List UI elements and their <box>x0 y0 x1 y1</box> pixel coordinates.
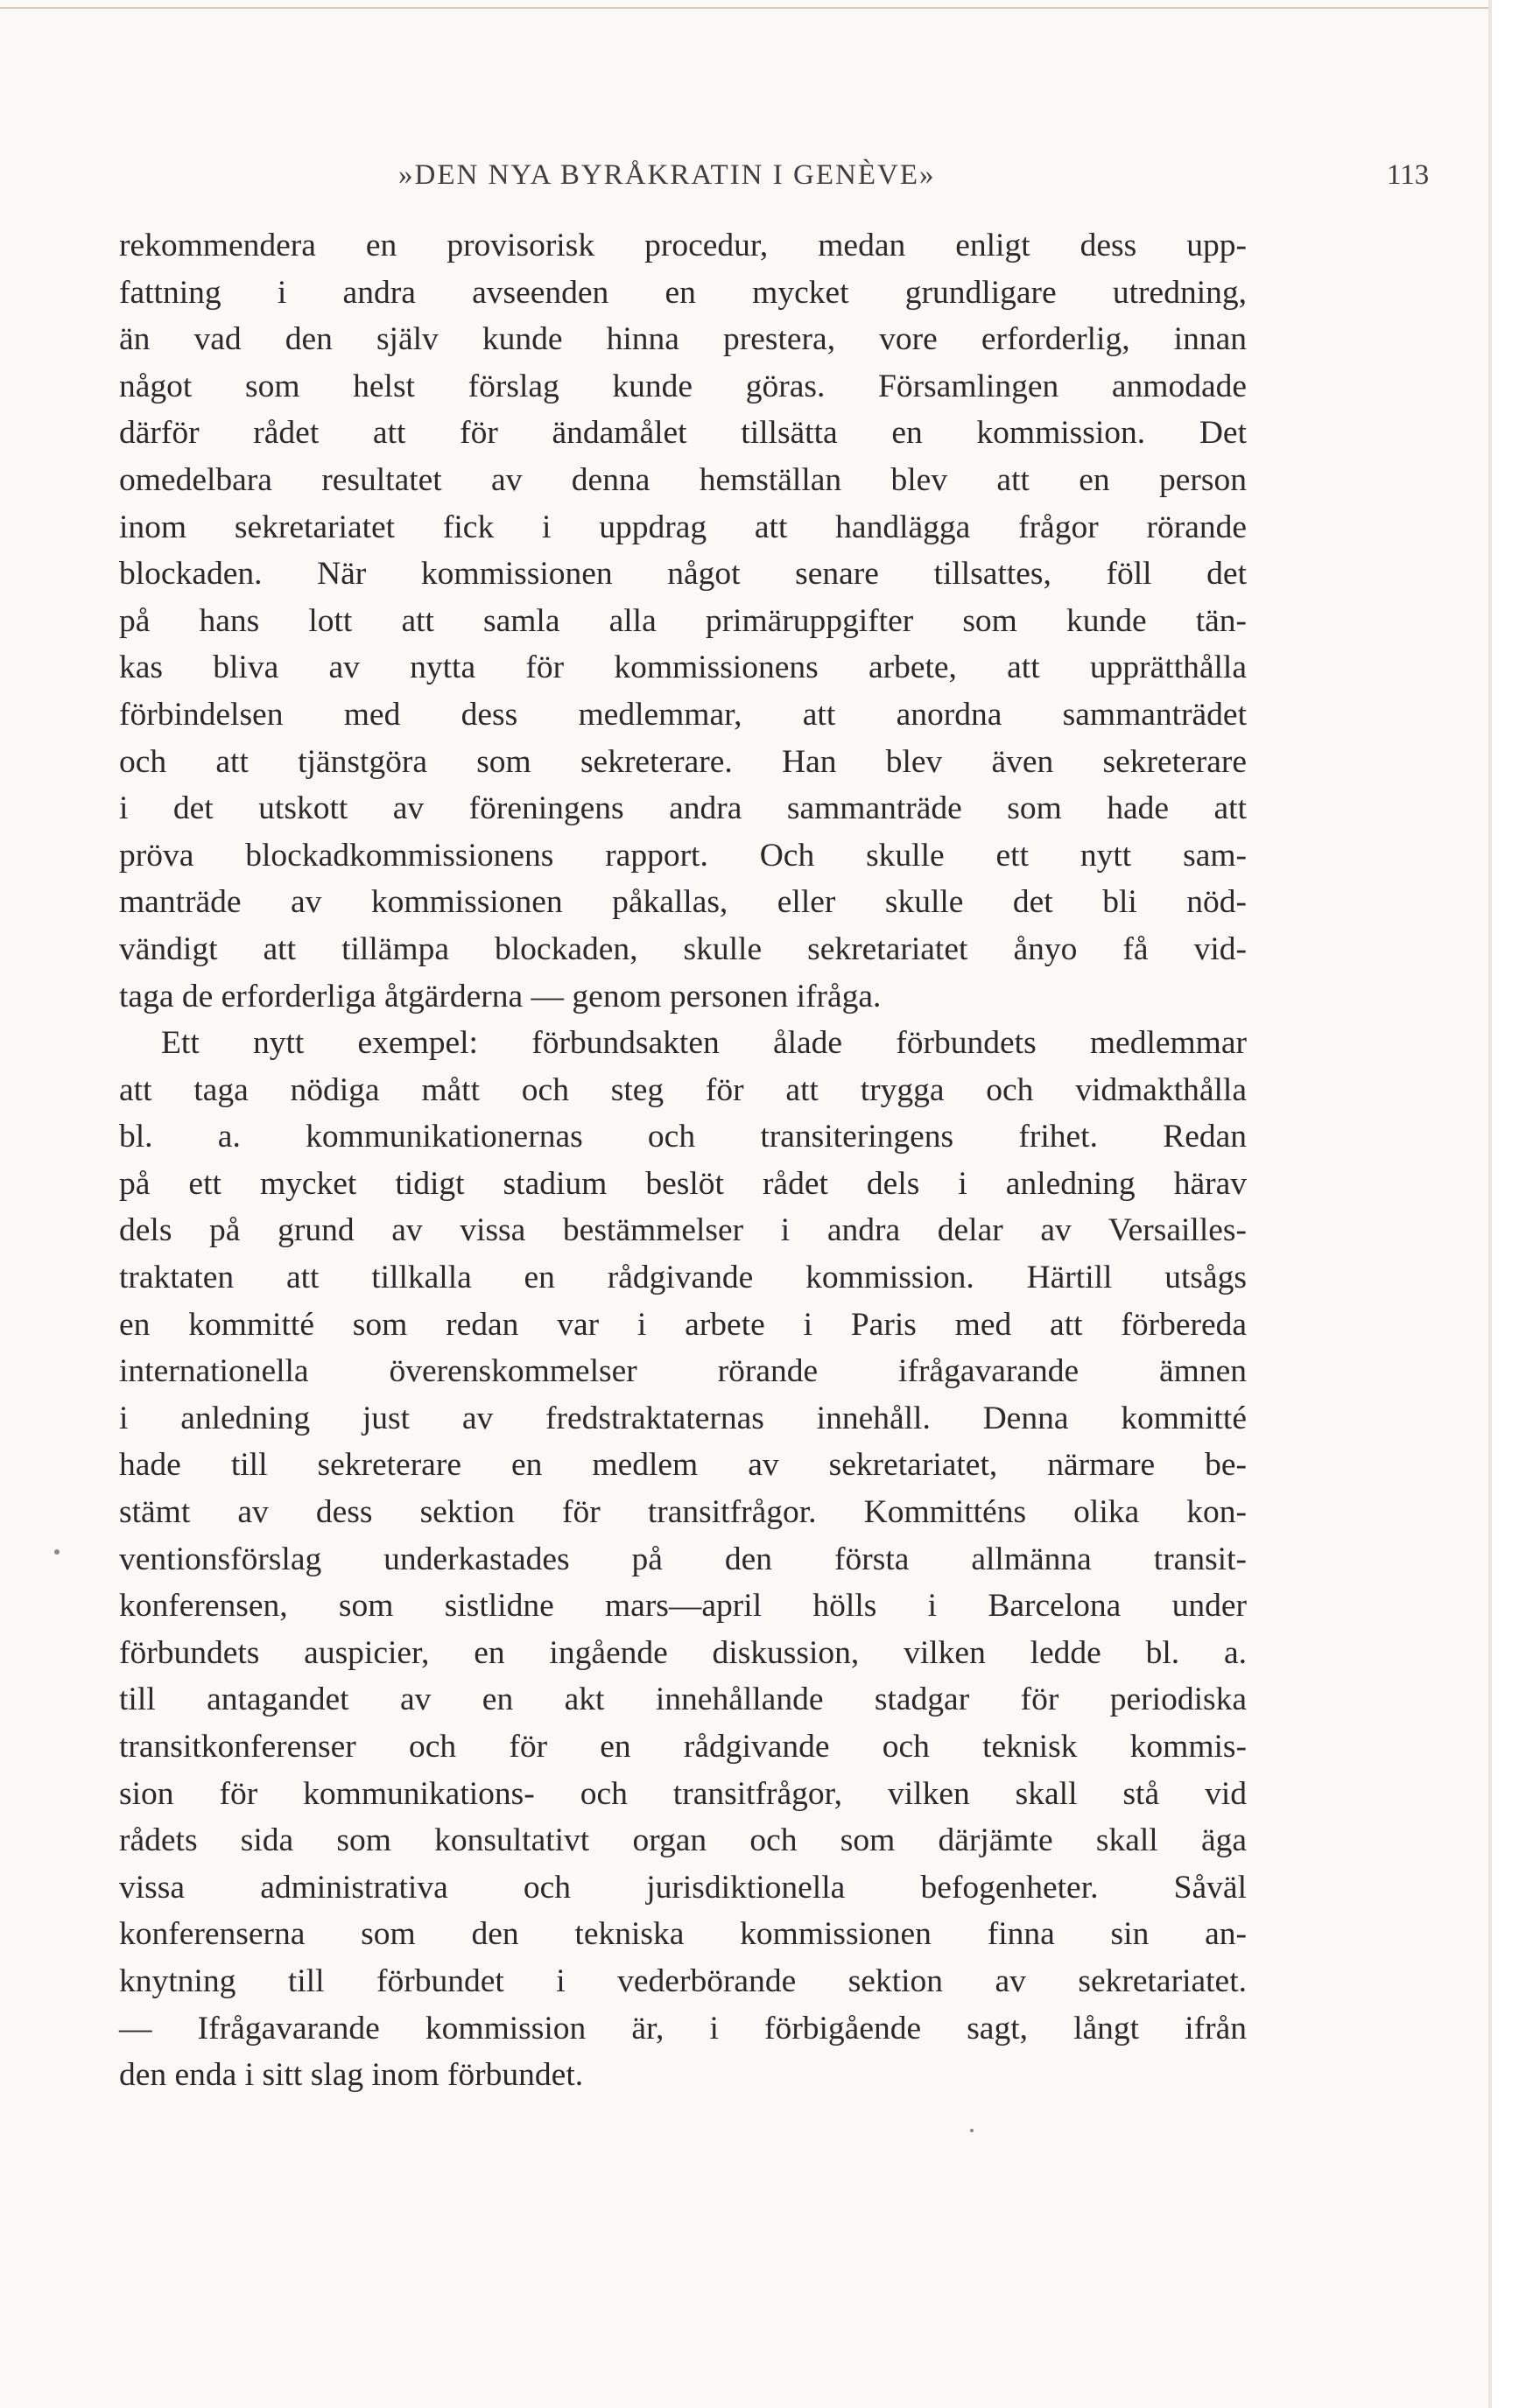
body-text <box>119 222 1247 2099</box>
text-line: konferensen, som sistlidne mars—april hölls i Barcelona under <box>119 1588 1247 1625</box>
text-line: till antagandet av en akt innehållande stadgar för periodiska <box>119 1681 1247 1718</box>
text-line: inom sekretariatet fick i uppdrag att handlägga frågor rörande <box>119 509 1247 545</box>
text-line: knytning till förbundet i vederbörande sektion av sekretariatet. <box>119 1962 1247 1999</box>
text-line: förbindelsen med dess medlemmar, att anordna sammanträdet <box>119 696 1247 733</box>
text-line: något som helst förslag kunde göras. Församlingen anmodade <box>119 368 1247 404</box>
text-line: pröva blockadkommissionens rapport. Och skulle ett nytt sam- <box>119 837 1247 874</box>
text-line: taga de erforderliga åtgärderna — genom personen ifråga. <box>119 978 882 1014</box>
text-line: rådets sida som konsultativt organ och som därjämte skall äga <box>119 1822 1247 1859</box>
scan-margin <box>1492 0 1519 2408</box>
running-head: »DEN NYA BYRÅKRATIN I GENÈVE» <box>398 159 936 191</box>
text-line: rekommendera en provisorisk procedur, medan enligt dess upp- <box>119 228 1247 263</box>
page-number: 113 <box>1387 159 1430 191</box>
text-line: förbundets auspicier, en ingående diskussion, vilken ledde bl. a. <box>119 1634 1247 1671</box>
text-line: i det utskott av föreningens andra sammanträde som hade att <box>119 790 1247 827</box>
text-line: Ett nytt exempel: förbundsakten ålade förbundets medlemmar <box>161 1025 1247 1062</box>
text-line: — Ifrågavarande kommission är, i förbigående sagt, långt ifrån <box>119 2010 1247 2046</box>
text-line: fattning i andra avseenden en mycket grundligare utredning, <box>119 274 1247 311</box>
text-line: bl. a. kommunikationernas och transiteringens frihet. Redan <box>119 1119 1247 1155</box>
text-line: sion för kommunikations- och transitfrågor, vilken skall stå vid <box>119 1775 1247 1812</box>
text-line: och att tjänstgöra som sekreterare. Han blev även sekreterare <box>119 743 1247 780</box>
text-line: ventionsförslag underkastades på den första allmänna transit- <box>119 1541 1247 1577</box>
text-line: manträde av kommissionen påkallas, eller skulle det bli nöd- <box>119 884 1247 921</box>
print-speck <box>970 2129 974 2132</box>
page-top-edge <box>0 7 1492 9</box>
text-line: än vad den själv kunde hinna prestera, vore erforderlig, innan <box>119 321 1247 358</box>
text-line: en kommitté som redan var i arbete i Paris med att förbereda <box>119 1306 1247 1343</box>
text-line: omedelbara resultatet av denna hemställan blev att en person <box>119 461 1247 498</box>
text-line: den enda i sitt slag inom förbundet. <box>119 2057 584 2094</box>
text-line: därför rådet att för ändamålet tillsätta en kommission. Det <box>119 415 1247 452</box>
text-line: kas bliva av nytta för kommissionens arbete, att upprätthålla <box>119 649 1247 686</box>
print-speck <box>54 1549 60 1555</box>
text-line: vissa administrativa och jurisdiktionella befogenheter. Såväl <box>119 1869 1247 1906</box>
text-line: på hans lott att samla alla primäruppgifter som kunde tän- <box>119 602 1247 639</box>
text-line: traktaten att tillkalla en rådgivande kommission. Härtill utsågs <box>119 1260 1247 1296</box>
text-line: att taga nödiga mått och steg för att trygga och vidmakthålla <box>119 1071 1247 1108</box>
text-line: vändigt att tillämpa blockaden, skulle sekretariatet ånyo få vid- <box>119 930 1247 967</box>
text-line: dels på grund av vissa bestämmelser i andra delar av Versailles- <box>119 1212 1247 1249</box>
text-line: konferenserna som den tekniska kommissionen finna sin an- <box>119 1916 1247 1953</box>
text-line: på ett mycket tidigt stadium beslöt rådet dels i anledning härav <box>119 1165 1247 1202</box>
text-line: transitkonferenser och för en rådgivande och teknisk kommis- <box>119 1729 1247 1765</box>
text-line: hade till sekreterare en medlem av sekretariatet, närmare be- <box>119 1447 1247 1484</box>
text-line: internationella överenskommelser rörande ifrågavarande ämnen <box>119 1353 1247 1390</box>
text-line: blockaden. När kommissionen något senare tillsattes, föll det <box>119 556 1247 593</box>
text-line: stämt av dess sektion för transitfrågor. Kommitténs olika kon- <box>119 1494 1247 1531</box>
text-line: i anledning just av fredstraktaternas innehåll. Denna kommitté <box>119 1400 1247 1436</box>
